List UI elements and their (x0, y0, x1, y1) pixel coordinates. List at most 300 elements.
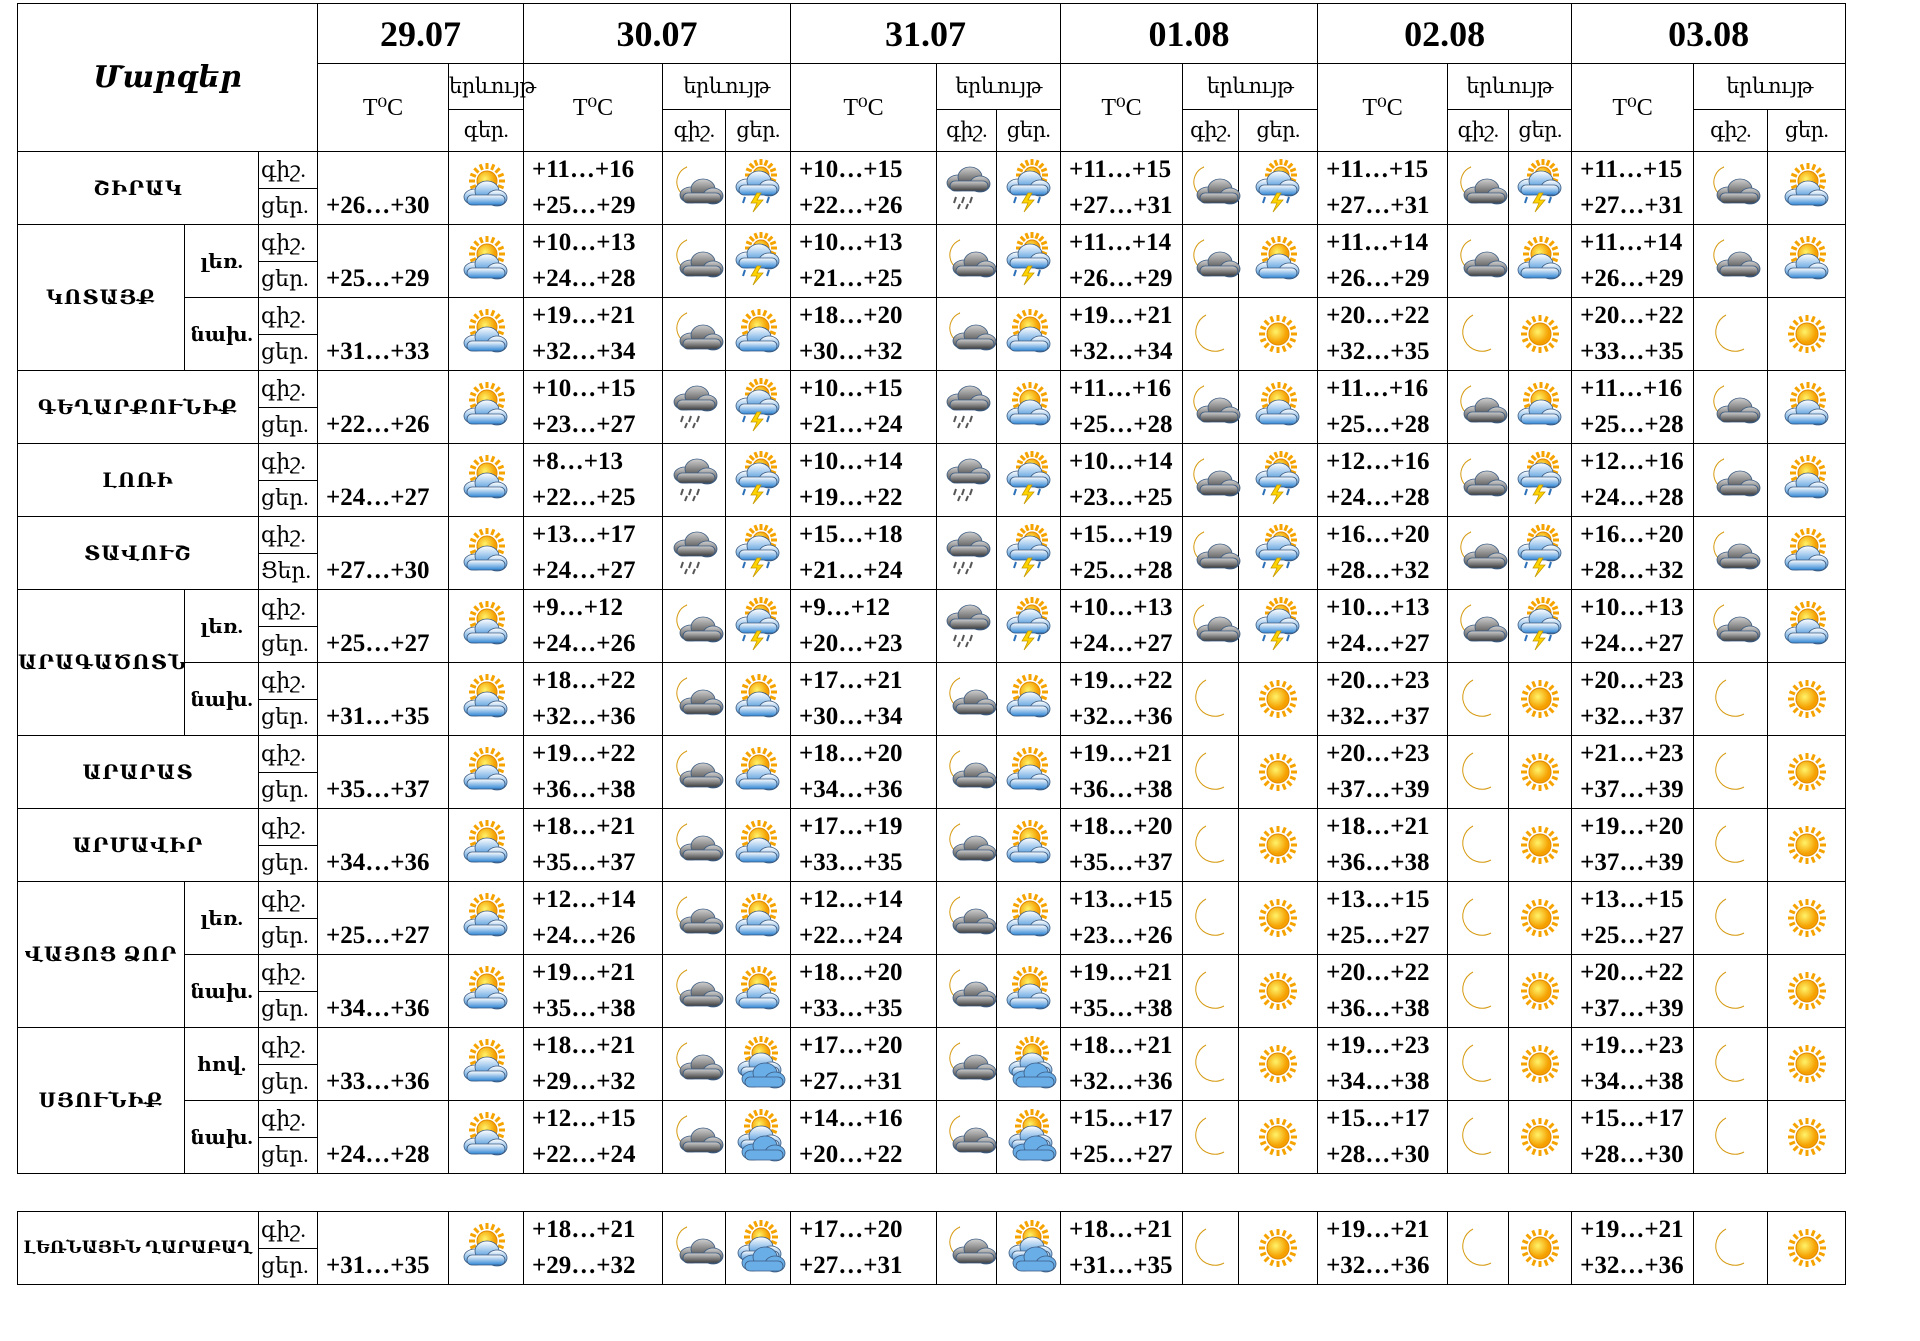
moon-cloud-icon (1448, 152, 1509, 225)
temperature-cell (524, 809, 663, 882)
cloud-sun-icon (726, 1028, 791, 1101)
sun-cloud-icon (1768, 517, 1846, 590)
temperature-cell (1061, 955, 1183, 1028)
night-temperature: +10…+15 (799, 156, 903, 183)
moon-icon (1183, 1101, 1239, 1174)
night-temperature: +19…+21 (532, 302, 636, 329)
temperature-cell (791, 809, 937, 882)
sun-cloud-icon (997, 736, 1061, 809)
temperature-cell (791, 225, 937, 298)
day-temperature: +20…+22 (799, 1141, 903, 1168)
sun-cloud-icon (726, 809, 791, 882)
region-name: ԳԵՂԱՐՔՈՒՆԻՔ (18, 371, 259, 444)
day-temperature: +24…+27 (532, 557, 636, 584)
day-temperature: +37…+39 (1580, 776, 1684, 803)
temperature-cell (791, 590, 937, 663)
night-temperature: +20…+22 (1580, 302, 1684, 329)
moon-cloud-icon (1694, 590, 1768, 663)
storm-icon (997, 444, 1061, 517)
night-temperature: +18…+20 (799, 740, 903, 767)
sun-cloud-icon (449, 225, 524, 298)
day-temperature: +24…+28 (532, 265, 636, 292)
moon-icon (1448, 1101, 1509, 1174)
temperature-cell (524, 1212, 663, 1285)
day-temperature: +21…+24 (799, 411, 903, 438)
night-temperature: +20…+23 (1326, 740, 1430, 767)
rain-cloud-icon (937, 590, 997, 663)
day-temperature: +25…+29 (532, 192, 636, 219)
temperature-cell (1061, 809, 1183, 882)
spacer (18, 1174, 1846, 1212)
sun-cloud-icon (997, 882, 1061, 955)
night-temperature: +11…+15 (1069, 156, 1172, 183)
night-temperature: +20…+22 (1580, 959, 1684, 986)
temperature-cell (524, 225, 663, 298)
night-temperature: +18…+21 (532, 813, 636, 840)
sun-icon (1239, 298, 1318, 371)
moon-icon (1183, 736, 1239, 809)
storm-icon (997, 517, 1061, 590)
day-temperature: +28…+30 (1326, 1141, 1430, 1168)
day-temperature: +23…+25 (1069, 484, 1173, 511)
storm-icon (1509, 152, 1572, 225)
sun-icon (1768, 1101, 1846, 1174)
day-temperature: +36…+38 (1326, 995, 1430, 1022)
sun-icon (1509, 1212, 1572, 1285)
temperature-cell (791, 736, 937, 809)
temperature-cell (1061, 444, 1183, 517)
day-header: գեր. (449, 110, 524, 152)
day-temperature: +22…+26 (318, 371, 449, 444)
day-temperature: +30…+32 (799, 338, 903, 365)
night-temperature: +15…+17 (1326, 1105, 1430, 1132)
day-temperature: +25…+27 (1069, 1141, 1173, 1168)
sun-cloud-icon (449, 1028, 524, 1101)
sun-icon (1768, 955, 1846, 1028)
temperature-cell (791, 663, 937, 736)
sun-icon (1509, 736, 1572, 809)
moon-cloud-icon (1183, 225, 1239, 298)
day-temperature: +24…+26 (532, 922, 636, 949)
date-header: 29.07 (318, 4, 524, 64)
day-temperature: +27…+31 (1580, 192, 1684, 219)
day-temperature: +30…+34 (799, 703, 903, 730)
storm-icon (1509, 444, 1572, 517)
day-temperature: +20…+23 (799, 630, 903, 657)
day-temperature: +36…+38 (1069, 776, 1173, 803)
moon-cloud-icon (1183, 444, 1239, 517)
night-temperature: +9…+12 (799, 594, 891, 621)
sun-cloud-icon (449, 444, 524, 517)
forecast-table (17, 3, 1846, 1285)
night-row-label: գիշ. (259, 882, 318, 919)
temperature-cell (524, 590, 663, 663)
night-temperature: +12…+16 (1580, 448, 1684, 475)
sun-icon (1239, 1212, 1318, 1285)
moon-icon (1183, 1028, 1239, 1101)
night-temperature: +16…+20 (1580, 521, 1684, 548)
moon-cloud-icon (1694, 517, 1768, 590)
region-name: ՍՅՈՒՆԻՔ (18, 1028, 185, 1174)
moon-cloud-icon (937, 1028, 997, 1101)
moon-icon (1448, 663, 1509, 736)
moon-icon (1694, 1028, 1768, 1101)
day-row-label: ցեր. (259, 626, 318, 663)
rain-cloud-icon (937, 517, 997, 590)
day-temperature: +24…+26 (532, 630, 636, 657)
night-temperature: +19…+22 (532, 740, 636, 767)
night-temperature: +11…+16 (532, 156, 635, 183)
storm-icon (1239, 517, 1318, 590)
day-temperature: +25…+27 (1326, 922, 1430, 949)
temperature-cell (1572, 1212, 1694, 1285)
temperature-cell (524, 371, 663, 444)
temperature-cell (1061, 371, 1183, 444)
date-header: 01.08 (1061, 4, 1318, 64)
day-temperature: +35…+38 (532, 995, 636, 1022)
sun-icon (1239, 1101, 1318, 1174)
night-row-label: գիշ. (259, 1212, 318, 1249)
day-temperature: +37…+39 (1580, 849, 1684, 876)
rain-cloud-icon (663, 517, 726, 590)
subzone-label: լեռ. (185, 225, 259, 298)
night-temperature: +14…+16 (799, 1105, 903, 1132)
moon-icon (1694, 736, 1768, 809)
sun-icon (1768, 882, 1846, 955)
night-temperature: +13…+17 (532, 521, 636, 548)
day-header: ցեր. (1239, 110, 1318, 152)
temperature-cell (524, 955, 663, 1028)
sun-cloud-icon (1768, 590, 1846, 663)
sun-cloud-icon (997, 371, 1061, 444)
night-temperature: +18…+21 (532, 1032, 636, 1059)
night-row-label: գիշ. (259, 371, 318, 408)
temperature-cell (1572, 736, 1694, 809)
temperature-cell (1572, 298, 1694, 371)
day-temperature: +25…+27 (1580, 922, 1684, 949)
phenomenon-header: երևույթ (449, 64, 524, 110)
night-temperature: +18…+21 (1069, 1032, 1173, 1059)
day-row-label: ցեր. (259, 1064, 318, 1101)
subzone-label: հով. (185, 1028, 259, 1101)
night-row-label: գիշ. (259, 736, 318, 773)
temperature-cell (1572, 955, 1694, 1028)
day-temperature: +24…+28 (1326, 484, 1430, 511)
sun-icon (1239, 736, 1318, 809)
night-temperature: +17…+20 (799, 1216, 903, 1243)
moon-cloud-icon (663, 590, 726, 663)
moon-cloud-icon (1448, 590, 1509, 663)
day-temperature: +27…+31 (799, 1068, 903, 1095)
temperature-cell (1061, 1101, 1183, 1174)
moon-cloud-icon (663, 882, 726, 955)
day-temperature: +24…+27 (1326, 630, 1430, 657)
sun-cloud-icon (726, 298, 791, 371)
temperature-cell (1061, 663, 1183, 736)
temperature-cell (791, 517, 937, 590)
subzone-label: լեռ. (185, 590, 259, 663)
night-temperature: +12…+14 (532, 886, 636, 913)
day-temperature: +24…+27 (1580, 630, 1684, 657)
day-temperature: +34…+36 (799, 776, 903, 803)
day-temperature: +32…+37 (1326, 703, 1430, 730)
region-name: ԿՈՏԱՅՔ (18, 225, 185, 371)
day-temperature: +28…+32 (1326, 557, 1430, 584)
moon-icon (1694, 809, 1768, 882)
night-temperature: +12…+14 (799, 886, 903, 913)
temperature-cell (524, 444, 663, 517)
night-temperature: +19…+21 (1326, 1216, 1430, 1243)
day-temperature: +32…+34 (1069, 338, 1173, 365)
night-temperature: +20…+22 (1326, 302, 1430, 329)
night-temperature: +20…+23 (1580, 667, 1684, 694)
temperature-cell (1061, 225, 1183, 298)
night-temperature: +11…+16 (1069, 375, 1172, 402)
sun-cloud-icon (449, 517, 524, 590)
temperature-cell (1061, 1212, 1183, 1285)
night-row-label: գիշ. (259, 590, 318, 627)
day-temperature: +25…+29 (318, 225, 449, 298)
temperature-cell (1318, 1028, 1448, 1101)
region-name: ԼՈՌԻ (18, 444, 259, 517)
day-temperature: +36…+38 (532, 776, 636, 803)
temperature-cell (1318, 444, 1448, 517)
day-temperature: +34…+36 (318, 809, 449, 882)
sun-cloud-icon (449, 1101, 524, 1174)
night-temperature: +12…+15 (532, 1105, 636, 1132)
temperature-cell (1572, 590, 1694, 663)
sun-icon (1509, 882, 1572, 955)
day-temperature: +24…+27 (1069, 630, 1173, 657)
temperature-cell (1061, 882, 1183, 955)
date-header: 02.08 (1318, 4, 1572, 64)
sun-icon (1239, 663, 1318, 736)
temperature-cell (1318, 809, 1448, 882)
storm-icon (997, 225, 1061, 298)
sun-icon (1768, 736, 1846, 809)
night-temperature: +8…+13 (532, 448, 624, 475)
temperature-cell (1061, 736, 1183, 809)
moon-icon (1694, 955, 1768, 1028)
moon-cloud-icon (663, 225, 726, 298)
day-temperature: +23…+26 (1069, 922, 1173, 949)
moon-icon (1694, 1101, 1768, 1174)
sun-cloud-icon (997, 809, 1061, 882)
night-temperature: +18…+21 (1069, 1216, 1173, 1243)
day-temperature: +37…+39 (1580, 995, 1684, 1022)
storm-icon (726, 152, 791, 225)
day-temperature: +27…+30 (318, 517, 449, 590)
moon-cloud-icon (937, 882, 997, 955)
moon-cloud-icon (1694, 371, 1768, 444)
sun-cloud-icon (726, 736, 791, 809)
day-temperature: +32…+36 (1326, 1252, 1430, 1279)
temperature-cell (1318, 955, 1448, 1028)
sun-cloud-icon (726, 955, 791, 1028)
night-temperature: +10…+13 (799, 229, 903, 256)
moon-icon (1448, 1028, 1509, 1101)
temperature-cell (524, 882, 663, 955)
sun-cloud-icon (449, 371, 524, 444)
sun-icon (1509, 298, 1572, 371)
regions-header: Մարզեր (18, 4, 318, 152)
night-temperature: +15…+18 (799, 521, 903, 548)
sun-icon (1239, 1028, 1318, 1101)
temperature-cell (791, 371, 937, 444)
day-temperature: +34…+38 (1326, 1068, 1430, 1095)
night-row-label: գիշ. (259, 663, 318, 700)
moon-cloud-icon (663, 955, 726, 1028)
moon-cloud-icon (663, 736, 726, 809)
moon-icon (1448, 736, 1509, 809)
day-temperature: +28…+30 (1580, 1141, 1684, 1168)
day-temperature: +26…+29 (1326, 265, 1430, 292)
storm-icon (726, 590, 791, 663)
temperature-cell (524, 517, 663, 590)
night-temperature: +17…+21 (799, 667, 903, 694)
phenomenon-header: երևույթ (937, 64, 1061, 110)
day-row-label: ցեր. (259, 699, 318, 736)
night-temperature: +18…+21 (1326, 813, 1430, 840)
day-temperature: +34…+36 (318, 955, 449, 1028)
night-temperature: +21…+23 (1580, 740, 1684, 767)
night-temperature: +10…+13 (532, 229, 636, 256)
moon-icon (1448, 809, 1509, 882)
night-temperature: +17…+20 (799, 1032, 903, 1059)
sun-cloud-icon (1768, 225, 1846, 298)
moon-cloud-icon (663, 809, 726, 882)
sun-cloud-icon (449, 590, 524, 663)
moon-icon (1694, 663, 1768, 736)
day-temperature: +31…+35 (318, 1212, 449, 1285)
moon-cloud-icon (1448, 517, 1509, 590)
night-header: գիշ. (1694, 110, 1768, 152)
night-temperature: +12…+16 (1326, 448, 1430, 475)
moon-cloud-icon (937, 736, 997, 809)
day-temperature: +24…+28 (1580, 484, 1684, 511)
night-temperature: +17…+19 (799, 813, 903, 840)
temperature-cell (1061, 517, 1183, 590)
moon-cloud-icon (1448, 225, 1509, 298)
day-temperature: +33…+36 (318, 1028, 449, 1101)
night-row-label: գիշ. (259, 1101, 318, 1138)
day-header: ցեր. (1509, 110, 1572, 152)
sun-cloud-icon (1509, 225, 1572, 298)
sun-icon (1239, 809, 1318, 882)
night-temperature: +10…+14 (1069, 448, 1173, 475)
sun-icon (1509, 663, 1572, 736)
day-row-label: ցեր. (259, 407, 318, 444)
sun-cloud-icon (726, 882, 791, 955)
temperature-cell (1061, 152, 1183, 225)
cloud-sun-icon (997, 1101, 1061, 1174)
day-row-label: ցեր. (259, 991, 318, 1028)
day-temperature: +25…+27 (318, 882, 449, 955)
temperature-cell (1318, 1101, 1448, 1174)
sun-icon (1509, 1101, 1572, 1174)
storm-icon (726, 371, 791, 444)
moon-icon (1183, 298, 1239, 371)
night-header: գիշ. (937, 110, 997, 152)
moon-cloud-icon (663, 152, 726, 225)
day-temperature: +35…+37 (1069, 849, 1173, 876)
night-temperature: +10…+14 (799, 448, 903, 475)
day-temperature: +21…+24 (799, 557, 903, 584)
temp-header: T⁰C (524, 64, 663, 152)
storm-icon (1239, 444, 1318, 517)
temperature-cell (1318, 225, 1448, 298)
night-header: գիշ. (1448, 110, 1509, 152)
temperature-cell (791, 1028, 937, 1101)
temperature-cell (791, 1212, 937, 1285)
rain-cloud-icon (937, 371, 997, 444)
sun-cloud-icon (1239, 225, 1318, 298)
temperature-cell (1318, 1212, 1448, 1285)
temperature-cell (524, 298, 663, 371)
day-temperature: +26…+29 (1069, 265, 1173, 292)
day-temperature: +27…+31 (1069, 192, 1173, 219)
temperature-cell (1061, 298, 1183, 371)
night-temperature: +19…+21 (1069, 302, 1173, 329)
day-temperature: +32…+36 (1069, 703, 1173, 730)
day-temperature: +24…+27 (318, 444, 449, 517)
rain-cloud-icon (937, 152, 997, 225)
night-row-label: գիշ. (259, 955, 318, 992)
moon-icon (1448, 298, 1509, 371)
day-temperature: +36…+38 (1326, 849, 1430, 876)
temperature-cell (1572, 371, 1694, 444)
day-temperature: +31…+33 (318, 298, 449, 371)
moon-cloud-icon (1448, 371, 1509, 444)
temp-header: T⁰C (1061, 64, 1183, 152)
temperature-cell (791, 152, 937, 225)
night-temperature: +19…+22 (1069, 667, 1173, 694)
sun-cloud-icon (449, 736, 524, 809)
moon-cloud-icon (937, 298, 997, 371)
storm-icon (1509, 517, 1572, 590)
moon-cloud-icon (1183, 371, 1239, 444)
moon-icon (1448, 1212, 1509, 1285)
day-temperature: +28…+32 (1580, 557, 1684, 584)
temperature-cell (791, 882, 937, 955)
sun-cloud-icon (997, 298, 1061, 371)
night-row-label: գիշ. (259, 298, 318, 335)
day-row-label: Ցեր. (259, 553, 318, 590)
night-temperature: +13…+15 (1069, 886, 1173, 913)
temp-header: T⁰C (1572, 64, 1694, 152)
temperature-cell (1572, 444, 1694, 517)
day-row-label: ցեր. (259, 480, 318, 517)
temperature-cell (524, 736, 663, 809)
night-header: գիշ. (1183, 110, 1239, 152)
moon-cloud-icon (1448, 444, 1509, 517)
day-temperature: +32…+36 (532, 703, 636, 730)
day-temperature: +22…+25 (532, 484, 636, 511)
sun-cloud-icon (726, 663, 791, 736)
sun-icon (1768, 1212, 1846, 1285)
day-temperature: +26…+29 (1580, 265, 1684, 292)
region-name: ՇԻՐԱԿ (18, 152, 259, 225)
night-temperature: +10…+13 (1326, 594, 1430, 621)
sun-cloud-icon (1509, 371, 1572, 444)
day-temperature: +25…+28 (1580, 411, 1684, 438)
phenomenon-header: երևույթ (663, 64, 791, 110)
night-row-label: գիշ. (259, 809, 318, 846)
phenomenon-header: երևույթ (1448, 64, 1572, 110)
moon-cloud-icon (663, 1101, 726, 1174)
night-temperature: +11…+14 (1580, 229, 1683, 256)
day-temperature: +37…+39 (1326, 776, 1430, 803)
